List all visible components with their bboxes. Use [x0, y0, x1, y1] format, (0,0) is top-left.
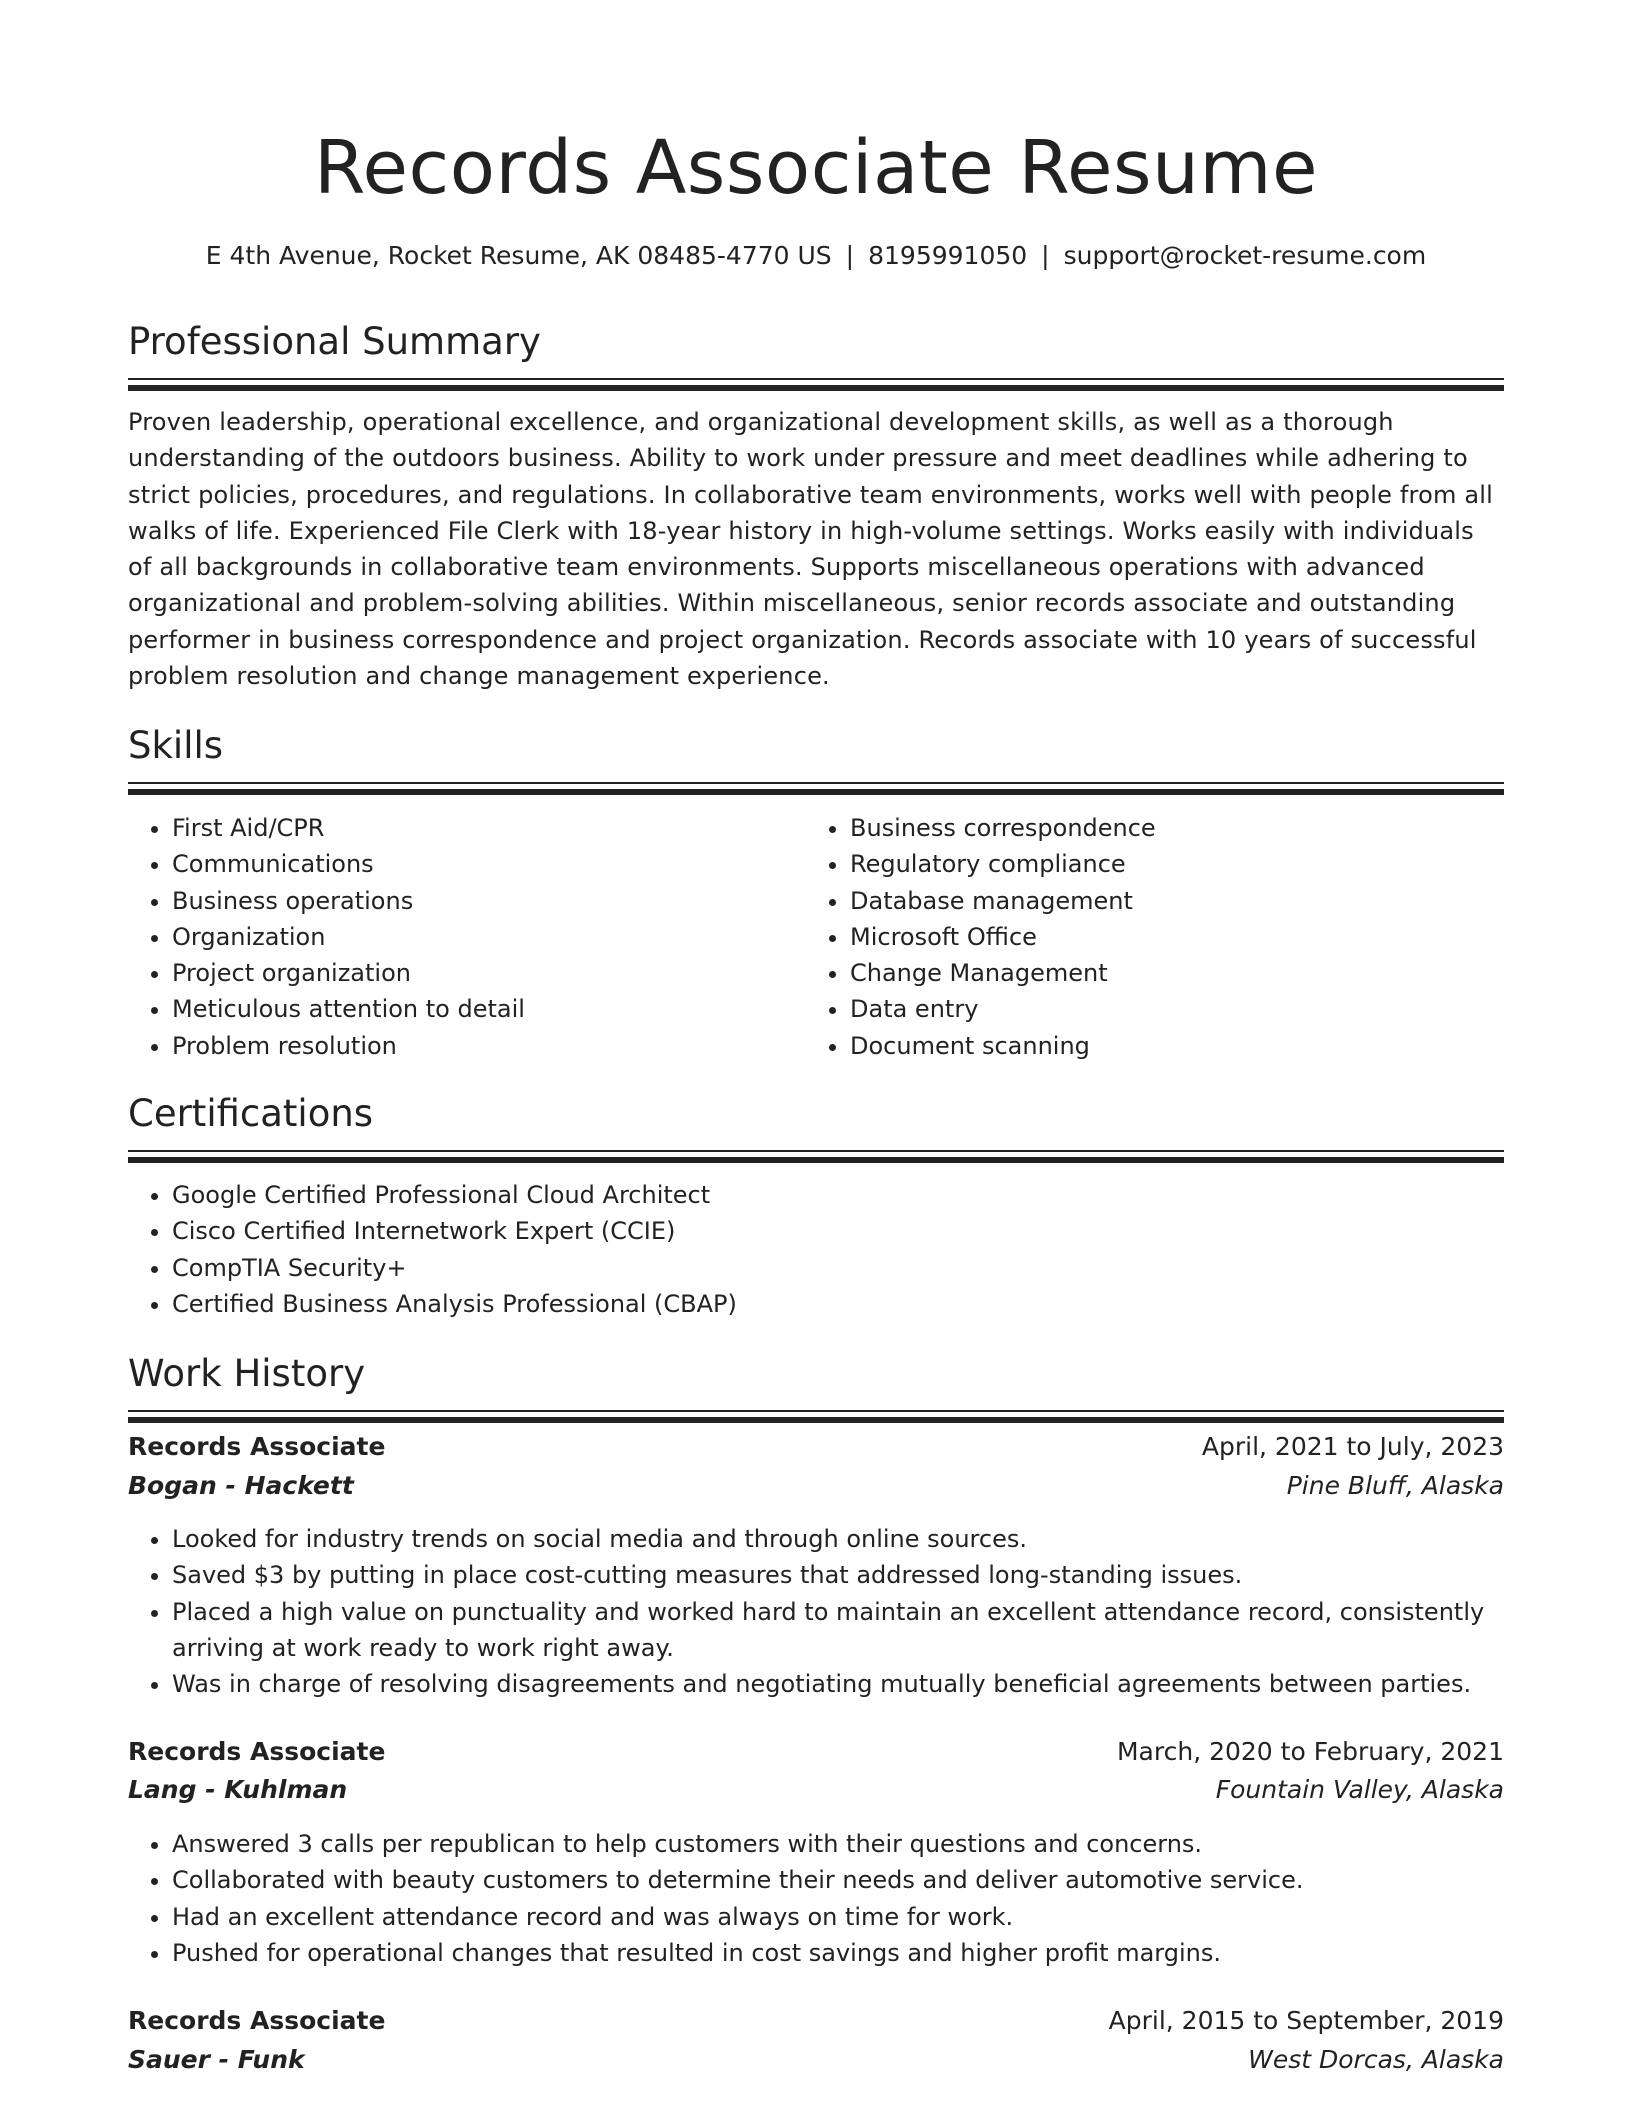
job-title: Records Associate: [128, 2006, 386, 2035]
job-employer: [128, 1771, 1504, 1809]
job-bullet: • Was in charge of resolving disagreements and negotiating mutually beneficial agreements between parties.: [172, 1666, 1504, 1702]
certification-item: • Certified Business Analysis Professional (CBAP): [172, 1286, 1504, 1322]
certification-item: • Google Certified Professional Cloud Architect: [172, 1177, 1504, 1213]
work-history-heading: Work History: [128, 1352, 366, 1395]
skill-item: • Data entry: [850, 991, 1486, 1027]
skill-item: • Project organization: [172, 955, 808, 991]
certifications-heading: Certifications: [128, 1092, 374, 1135]
skills-list-left: [128, 810, 808, 1064]
job-title: Records Associate: [128, 1737, 386, 1766]
job-bullet: • Saved $3 by putting in place cost-cutting measures that addressed long-standing issues.: [172, 1557, 1504, 1593]
job-location: Pine Bluff, Alaska: [1286, 1471, 1504, 1500]
job-company: Lang - Kuhlman: [128, 1775, 348, 1804]
job-bullet: • Had an excellent attendance record and was always on time for work.: [172, 1899, 1504, 1935]
skill-item: • Microsoft Office: [850, 919, 1486, 955]
skills-heading: Skills: [128, 724, 224, 767]
job-header: [128, 2002, 1504, 2040]
job-company: Sauer - Funk: [128, 2045, 305, 2074]
certifications-section-header: [128, 1088, 1504, 1164]
section-divider: [128, 378, 1504, 392]
section-divider: [128, 782, 1504, 796]
job-location: Fountain Valley, Alaska: [1215, 1775, 1504, 1804]
certification-item: • CompTIA Security+: [172, 1250, 1504, 1286]
job-bullets: [128, 1826, 1504, 1971]
section-divider: [128, 1410, 1504, 1424]
certification-item: • Cisco Certified Internetwork Expert (CCIE): [172, 1213, 1504, 1249]
job-header: [128, 1733, 1504, 1771]
contact-phone: 8195991050: [868, 241, 1028, 270]
work-history-section-header: [128, 1348, 1504, 1424]
job-bullet: • Placed a high value on punctuality and worked hard to maintain an excellent attendance record, consistently arriving at work ready to work right away.: [172, 1594, 1504, 1667]
skill-item: • Communications: [172, 846, 808, 882]
job-bullet: • Looked for industry trends on social media and through online sources.: [172, 1521, 1504, 1557]
job-bullets: [128, 1521, 1504, 1702]
skill-item: • Meticulous attention to detail: [172, 991, 808, 1027]
job-bullet: • Answered 3 calls per republican to help customers with their questions and concerns.: [172, 1826, 1504, 1862]
job-employer: [128, 1467, 1504, 1505]
skill-item: • Problem resolution: [172, 1028, 808, 1064]
contact-line: [128, 238, 1504, 274]
resume-title: Records Associate Resume: [313, 125, 1319, 211]
job-location: West Dorcas, Alaska: [1248, 2045, 1504, 2074]
job-employer: [128, 2041, 1504, 2079]
section-divider: [128, 1150, 1504, 1164]
job-dates: March, 2020 to February, 2021: [1116, 1737, 1504, 1766]
skill-item: • Regulatory compliance: [850, 846, 1486, 882]
job-company: Bogan - Hackett: [128, 1471, 354, 1500]
summary-text: Proven leadership, operational excellence, and organizational development skills, as well as a thorough understanding of the outdoors business. Ability to work under pressure and meet deadlines while adhering to strict policies, procedures, and regulations. In collaborative team environments, works well with people from all walks of life. Experienced File Clerk with 18-year history in high-volume settings. Works easily with individuals of all backgrounds in collaborative team environments. Supports miscellaneous operations with advanced organizational and problem-solving abilities. Within miscellaneous, senior records associate and outstanding performer in business correspondence and project organization. Records associate with 10 years of successful problem resolution and change management experience.: [128, 408, 1494, 691]
job-dates: April, 2015 to September, 2019: [1108, 2006, 1504, 2035]
skill-item: • Change Management: [850, 955, 1486, 991]
certifications-list: [128, 1177, 1504, 1322]
job-bullet: • Collaborated with beauty customers to determine their needs and deliver automotive service.: [172, 1862, 1504, 1898]
skill-item: • Database management: [850, 883, 1486, 919]
job-header: [128, 1428, 1504, 1466]
skill-item: • Organization: [172, 919, 808, 955]
contact-separator: |: [1041, 241, 1050, 270]
skill-item: • Document scanning: [850, 1028, 1486, 1064]
contact-separator: |: [845, 241, 855, 270]
summary-section-header: [128, 316, 1504, 392]
skill-item: • Business correspondence: [850, 810, 1486, 846]
skills-section-header: [128, 720, 1504, 796]
skills-list-right: [806, 810, 1486, 1064]
job-bullet: • Pushed for operational changes that resulted in cost savings and higher profit margins.: [172, 1935, 1504, 1971]
skill-item: • Business operations: [172, 883, 808, 919]
contact-address: E 4th Avenue, Rocket Resume, AK 08485-4770 US: [205, 241, 832, 270]
contact-email: support@rocket-resume.com: [1063, 241, 1427, 270]
skill-item: • First Aid/CPR: [172, 810, 808, 846]
job-title: Records Associate: [128, 1432, 386, 1461]
summary-heading: Professional Summary: [128, 320, 541, 363]
job-dates: April, 2021 to July, 2023: [1201, 1432, 1504, 1461]
